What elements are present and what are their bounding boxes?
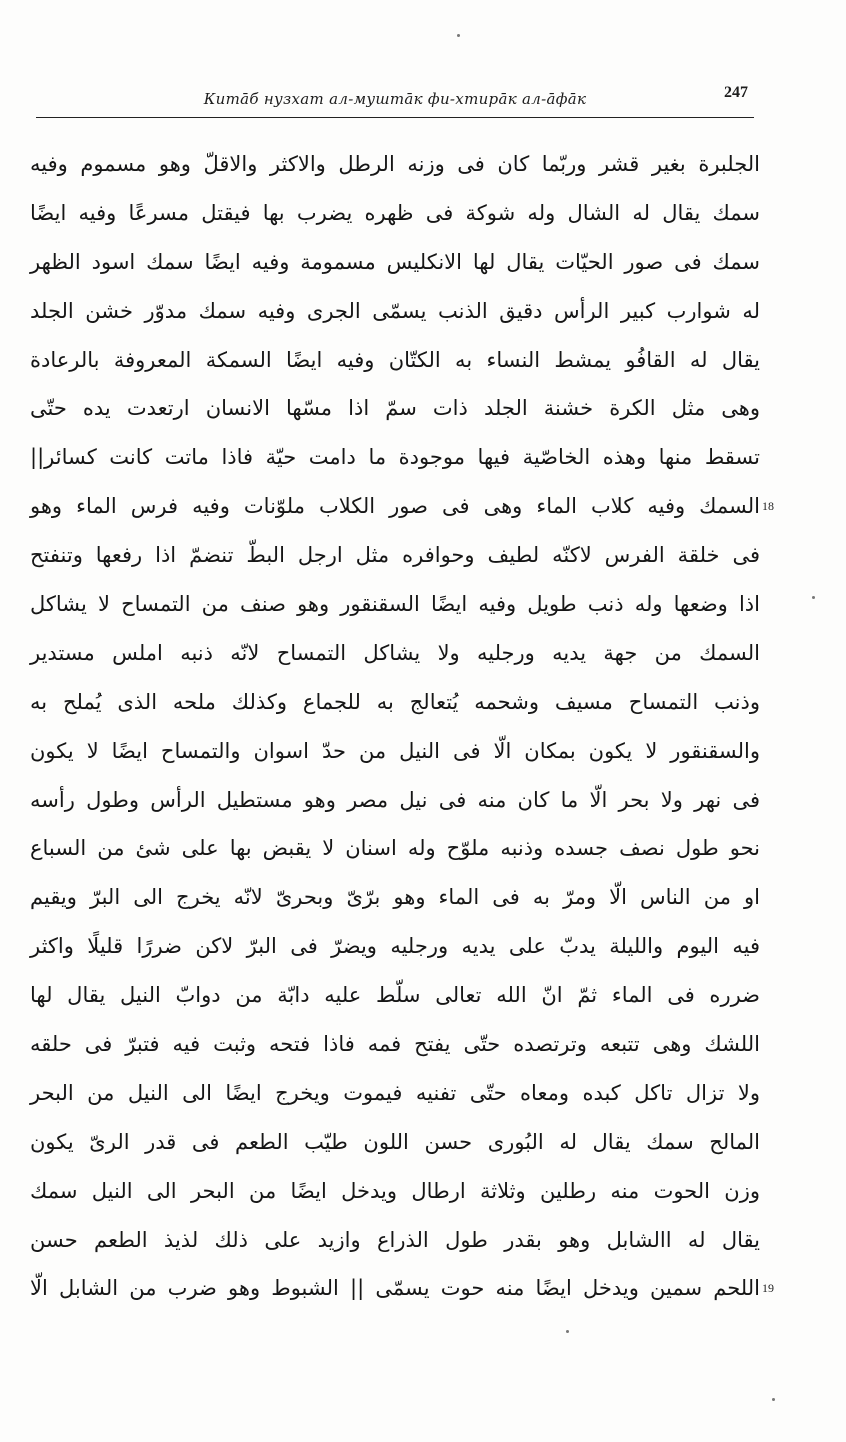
text-line (30, 1020, 760, 1069)
text-line (30, 629, 760, 678)
text-line-content: المالح سمك يقال له البُورى حسن اللون طيّب الطعم فى قدر الرىّ يكون (30, 1129, 760, 1154)
text-line (30, 482, 774, 531)
margin-folio-number: 18 (762, 499, 774, 514)
text-line-content: وهى مثل الكرة خشنة الجلد ذات سمّ اذا مسّها الانسان ارتعدت يده حتّى (30, 396, 760, 421)
text-line (30, 433, 760, 482)
text-line (30, 287, 760, 336)
text-line (30, 140, 760, 189)
text-line-content: له شوارب كبير الرأس دقيق الذنب يسمّى الجرى وفيه سمك مدوّر خشن الجلد (30, 298, 760, 323)
page-number: 247 (724, 84, 748, 101)
text-line-content: سمك فى صور الحيّات يقال لها الانكليس مسمومة وفيه ايضًا سمك اسود الظهر (30, 249, 760, 274)
text-line-content: ضرره فى الماء ثمّ انّ الله تعالى سلّط عليه دابّة من دوابّ النيل يقال لها (30, 983, 760, 1008)
text-line-content: اللحم سمين ويدخل ايضًا منه حوت يسمّى || الشبوط وهو ضرب من الشابل الّا (30, 1276, 760, 1301)
text-line-content: اذا وضعها وله ذنب طويل وفيه ايضًا السقنقور وهو صنف من التمساح لا يشاكل (30, 592, 760, 617)
text-line-content: سمك يقال له الشال وله شوكة فى ظهره يضرب بها فيقتل مسرعًا وفيه ايضًا (30, 200, 760, 225)
text-line (30, 580, 760, 629)
text-line-content: الجلبرة بغير قشر وربّما كان فى وزنه الرطل والاكثر والاقلّ وهو مسموم وفيه (30, 152, 760, 176)
text-line (30, 238, 760, 287)
text-line-content: ولا تزال تاكل كبده ومعاه حتّى تفنيه فيموت ويخرج ايضًا الى النيل من البحر (30, 1080, 760, 1105)
text-line (30, 189, 760, 238)
text-line-content: فيه اليوم والليلة يدبّ على يديه ورجليه ويضرّ فى البرّ لاكن ضررًا قليلًا واكثر (30, 934, 760, 959)
paper-speck (772, 1398, 775, 1401)
running-title: Китāб нузхат ал-муштāк фи-хтирāк ал-āфāк (203, 90, 587, 108)
text-line-content: اللشك وهى تتبعه وترتصده حتّى يفتح فمه فاذا فتحه وثبت فيه فتبرّ فى حلقه (30, 1032, 760, 1057)
text-line-content: او من الناس الّا ومرّ به فى الماء وهو برّىّ وبحرىّ لانّه يخرج الى البرّ ويقيم (30, 885, 760, 910)
text-line (30, 1167, 760, 1216)
text-line (30, 824, 760, 873)
text-line-content: فى خلقة الفرس لاكنّه لطيف وحوافره مثل ارجل البطّ تنضمّ اذا رفعها وتنفتح (30, 543, 760, 568)
text-line (30, 336, 760, 385)
text-line (30, 873, 760, 922)
header-rule (36, 117, 754, 118)
text-line-content: والسقنقور لا يكون بمكان الّا فى النيل من حدّ اسوان والتمساح ايضًا لا يكون (30, 738, 760, 763)
text-line-content: السمك وفيه كلاب الماء وهى فى صور الكلاب ملوّنات وفيه فرس الماء وهو (30, 494, 760, 519)
text-line-content: يقال له االشابل وهو بقدر طول الذراع وازيد على ذلك لذيذ الطعم حسن (30, 1227, 760, 1252)
margin-folio-number: 19 (762, 1281, 774, 1296)
running-header (36, 80, 754, 120)
text-line (30, 1069, 760, 1118)
text-line (30, 384, 760, 433)
arabic-text-block (30, 140, 774, 1313)
text-line-content: يقال له القافُو يمشط النساء به الكتّان وفيه ايضًا السمكة المعروفة بالرعادة (30, 347, 760, 372)
text-line-content: فى نهر ولا بحر الّا ما كان منه فى نيل مصر وهو مستطيل الرأس وطول رأسه (30, 787, 760, 812)
text-line (30, 1216, 760, 1265)
text-line (30, 727, 760, 776)
text-line (30, 531, 760, 580)
text-line (30, 922, 760, 971)
text-line (30, 1118, 760, 1167)
text-line-content: نحو طول نصف جسده وذنبه ملوّح وله اسنان لا يقبض بها على شئ من السباع (30, 836, 760, 861)
text-line-content: تسقط منها وهذه الخاصّية فيها موجودة ما دامت حيّة فاذا ماتت كانت كسائر|| (30, 445, 760, 470)
paper-speck (457, 34, 460, 37)
text-line-content: وذنب التمساح مسيف وشحمه يُتعالج به للجماع وكذلك ملحه الذى يُملح به (30, 689, 760, 714)
text-line (30, 776, 760, 825)
text-line (30, 971, 760, 1020)
paper-speck (812, 596, 815, 599)
text-line (30, 1264, 774, 1313)
paper-speck (566, 1330, 569, 1333)
text-line-content: وزن الحوت منه رطلين وثلاثة ارطال ويدخل ايضًا من البحر الى النيل سمك (30, 1178, 760, 1203)
text-line (30, 678, 760, 727)
text-line-content: السمك من جهة يديه ورجليه ولا يشاكل التمساح لانّه ذنبه املس مستدير (30, 640, 760, 665)
